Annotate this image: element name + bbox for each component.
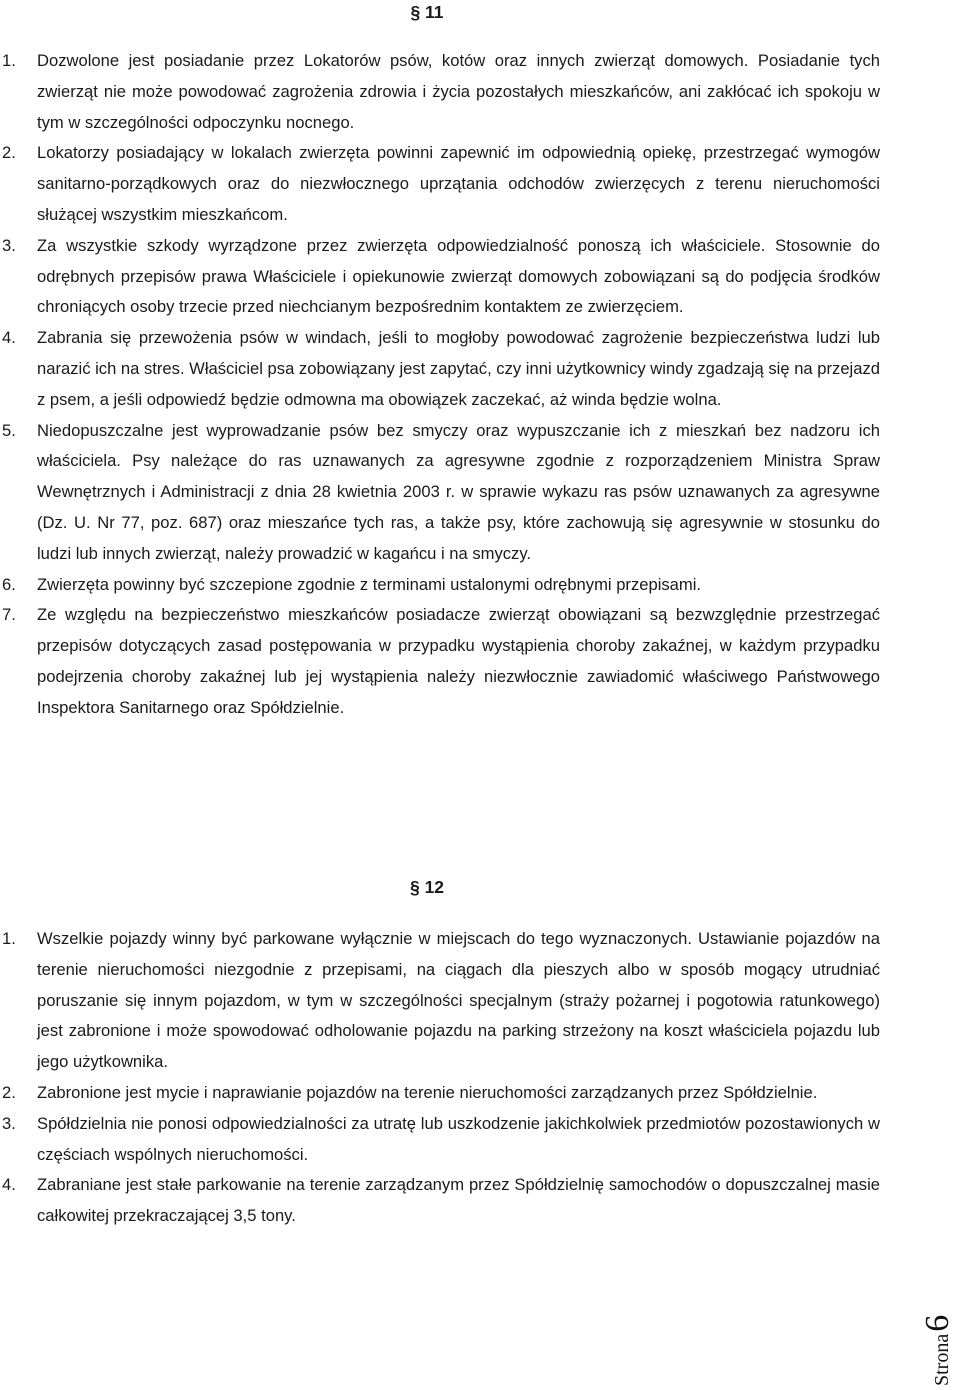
footer-strona-label: Strona: [931, 1333, 953, 1386]
item-number: 3.: [2, 235, 16, 255]
item-text: Lokatorzy posiadający w lokalach zwierzęta powinni zapewnić im odpowiednią opiekę, przestrzegać wymogów sanitarno-porządkowych oraz do niezwłocznego uprzątania odchodów zwierzęcych z terenu nieruchomości służącej wszystkim mieszkańcom.: [37, 143, 880, 224]
item-text: Zabronione jest mycie i naprawianie pojazdów na terenie nieruchomości zarządzanych przez Spółdzielnie.: [37, 1082, 818, 1102]
section-12-list: [0, 924, 880, 1232]
section-11-item-1: [0, 46, 880, 138]
item-number: 5.: [2, 420, 16, 440]
section-11-item-6: [0, 570, 880, 601]
item-text: Spółdzielnia nie ponosi odpowiedzialności za utratę lub uszkodzenie jakichkolwiek przedmiotów pozostawionych w częściach wspólnych nieruchomości.: [37, 1113, 880, 1164]
item-text: Wszelkie pojazdy winny być parkowane wyłącznie w miejscach do tego wyznaczonych. Ustawianie pojazdów na terenie nieruchomości niezgodnie z przepisami, na ciągach dla pieszych albo w sposób mogący utrudniać poruszanie się innym pojazdom, w tym w szczególności specjalnym (straży pożarnej i pogotowia ratunkowego) jest zabronione i może spowodować odholowanie pojazdu na parking strzeżony na koszt właściciela pojazdu lub jego użytkownika.: [37, 929, 880, 1072]
item-number: 4.: [2, 328, 16, 348]
section-11-heading: § 11: [410, 2, 444, 22]
item-text: Zabraniane jest stałe parkowanie na terenie zarządzanym przez Spółdzielnię samochodów o dopuszczalnej masie całkowitej przekraczającej 3,5 tony.: [37, 1175, 880, 1226]
section-12-heading: § 12: [409, 877, 445, 897]
section-11-item-4: [0, 323, 880, 415]
item-number: 1.: [2, 929, 16, 948]
page-number-label: [919, 1315, 957, 1386]
section-11-item-2: [0, 138, 880, 230]
section-12-item-2: [0, 1078, 880, 1109]
page-footer: [917, 1276, 957, 1386]
item-number: 4.: [2, 1175, 16, 1195]
section-11-item-5: [0, 416, 880, 570]
item-number: 2.: [2, 1082, 16, 1102]
item-text: Niedopuszczalne jest wyprowadzanie psów bez smyczy oraz wypuszczanie ich z mieszkań bez nadzoru ich właściciela. Psy należące do ras uznawanych za agresywne zgodnie z rozporządzeniem Ministra Spraw Wewnętrznych i Administracji z dnia 28 kwietnia 2003 r. w sprawie wykazu ras psów uznawanych za agresywne (Dz. U. Nr 77, poz. 687) oraz mieszańce tych ras, a także psy, które zachowują się agresywnie w stosunku do ludzi lub innych zwierząt, należy prowadzić w kagańcu i na smyczy.: [37, 420, 880, 563]
section-11-list: [0, 46, 880, 724]
item-text: Ze względu na bezpieczeństwo mieszkańców posiadacze zwierząt obowiązani są bezwzględnie przestrzegać przepisów dotyczących zasad postępowania w przypadku wystąpienia choroby zakaźnej, w każdym przypadku podejrzenia choroby zakaźnej lub jej wystąpienia należy niezwłocznie zawiadomić właściwego Państwowego Inspektora Sanitarnego oraz Spółdzielnie.: [37, 605, 880, 717]
section-11-item-3: [0, 231, 880, 323]
section-12-item-4: [0, 1170, 880, 1232]
item-text: Dozwolone jest posiadanie przez Lokatorów psów, kotów oraz innych zwierząt domowych. Posiadanie tych zwierząt nie może powodować zagrożenia zdrowia i życia pozostałych mieszkańców, ani zakłócać ich spokoju w tym w szczególności odpoczynku nocnego.: [37, 51, 880, 132]
item-number: 2.: [2, 143, 16, 163]
item-text: Za wszystkie szkody wyrządzone przez zwierzęta odpowiedzialność ponoszą ich właściciele. Stosownie do odrębnych przepisów prawa Właściciele i opiekunowie zwierząt domowych zobowiązani są do podjęcia środków chroniących osoby trzecie przed niechcianym bezpośrednim kontaktem ze zwierzęciem.: [37, 235, 880, 317]
item-number: 7.: [2, 605, 16, 625]
section-12-item-1: [0, 924, 880, 1078]
item-text: Zabrania się przewożenia psów w windach, jeśli to mogłoby powodować zagrożenie bezpieczeństwa ludzi lub narazić ich na stres. Właściciel psa zobowiązany jest zapytać, czy inni użytkownicy windy zgadzają się na przejazd z psem, a jeśli odpowiedź będzie odmowna ma obowiązek zaczekać, aż winda będzie wolna.: [37, 328, 880, 409]
section-12-item-3: [0, 1109, 880, 1171]
item-text: Zwierzęta powinny być szczepione zgodnie z terminami ustalonymi odrębnymi przepisami.: [37, 574, 702, 594]
section-11-item-7: [0, 600, 880, 723]
item-number: 6.: [2, 574, 16, 594]
item-number: 1.: [2, 51, 16, 70]
footer-page-number: 6: [919, 1314, 956, 1332]
item-number: 3.: [2, 1113, 16, 1133]
